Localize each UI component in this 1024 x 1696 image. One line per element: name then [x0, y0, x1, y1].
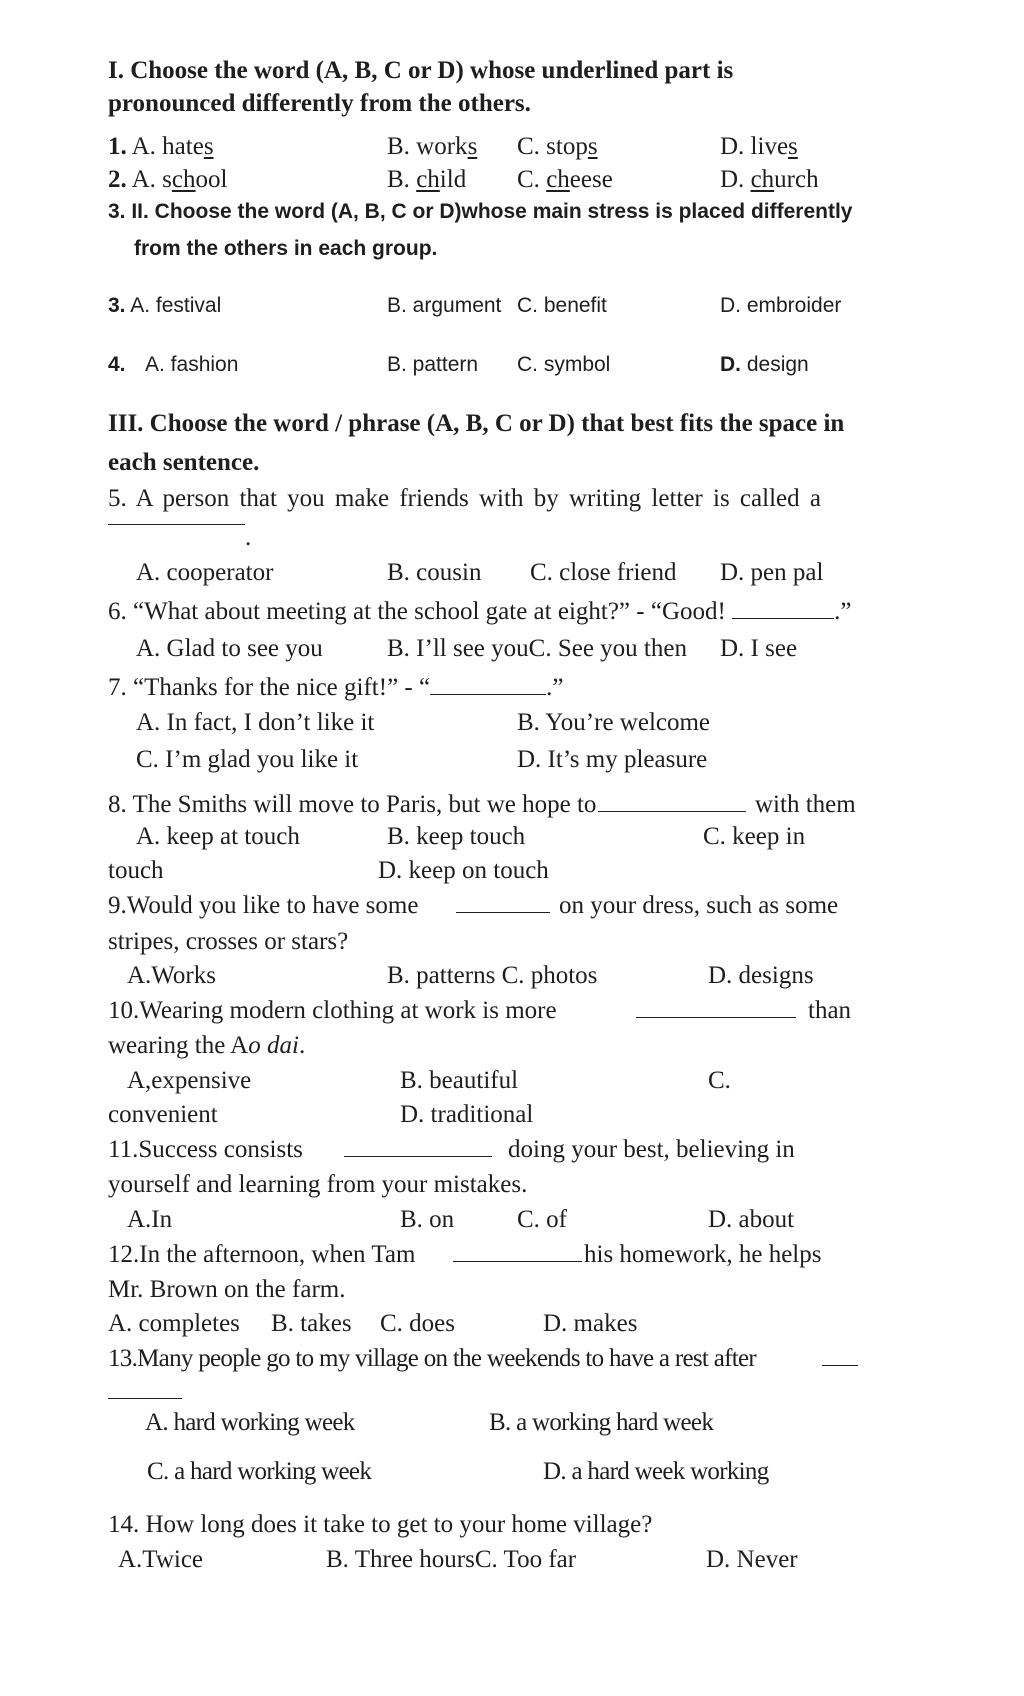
question-text: 11.Success consists	[108, 1136, 303, 1163]
option-b: B. pattern	[387, 353, 479, 376]
option-a: A. In fact, I don’t like it	[136, 709, 375, 736]
option-a: A. completes	[108, 1310, 240, 1337]
option-d: D. embroider	[720, 294, 842, 317]
option-b: B. beautiful	[400, 1067, 519, 1094]
option-d: D. design	[720, 353, 809, 376]
question-text: 8. The Smiths will move to Paris, but we hope to	[108, 791, 597, 818]
answer-blank	[598, 811, 746, 812]
question-number: 2.	[108, 166, 127, 193]
question-text: 10.Wearing modern clothing at work is more	[108, 997, 557, 1024]
section-3-heading-line2: each sentence.	[108, 449, 260, 476]
option-c: C. benefit	[517, 294, 607, 317]
option-a: A.Twice	[118, 1546, 204, 1573]
option-c: C. stops	[517, 133, 598, 160]
option-a: A. keep at touch	[136, 823, 300, 850]
option-b: B. child	[387, 166, 467, 193]
option-d: D. It’s my pleasure	[517, 746, 708, 773]
option-a: A.Works	[127, 962, 216, 989]
option-a: A. cooperator	[136, 559, 274, 586]
option-a: A,expensive	[127, 1067, 252, 1094]
option-a: A. festival	[130, 294, 222, 317]
option-c: C. of	[517, 1206, 567, 1233]
question-number: 4.	[108, 353, 126, 376]
option-b: B. You’re welcome	[517, 709, 711, 736]
section-2-heading-line1: 3. II. Choose the word (A, B, C or D)whose main stress is placed differently	[108, 200, 853, 223]
option-d: D. about	[708, 1206, 795, 1233]
option-b: B. on	[400, 1206, 455, 1233]
option-b-c: B. I’ll see youC. See you then	[387, 635, 687, 662]
option-d: D. church	[720, 166, 819, 193]
question-text: 14. How long does it take to get to your home village?	[108, 1511, 653, 1538]
section-2-heading-line2: from the others in each group.	[134, 237, 438, 260]
option-a: A. hates	[131, 133, 214, 160]
option-a: A. school	[131, 166, 228, 193]
question-number: 1.	[108, 133, 127, 160]
option-c: C. a hard working week	[147, 1458, 372, 1485]
section-1-heading-line2: pronounced differently from the others.	[108, 90, 531, 117]
option-d: D. makes	[543, 1310, 638, 1337]
answer-blank	[430, 674, 546, 695]
option-c: C. symbol	[517, 353, 611, 376]
question-text: 7. “Thanks for the nice gift!” - “ .”	[108, 674, 564, 701]
option-b: B. a working hard week	[489, 1409, 714, 1436]
option-b: B. keep touch	[387, 823, 526, 850]
option-c-continued: touch	[108, 857, 164, 884]
question-text: 12.In the afternoon, when Tam	[108, 1241, 416, 1268]
option-b: B. argument	[387, 294, 502, 317]
answer-blank	[456, 912, 550, 913]
option-d: D. pen pal	[720, 559, 824, 586]
question-text: 6. “What about meeting at the school gate at eight?” - “Good! .”	[108, 598, 852, 625]
option-a: A. Glad to see you	[136, 635, 323, 662]
option-c: C. close friend	[530, 559, 677, 586]
option-c-continued: convenient	[108, 1101, 218, 1128]
option-d: D. a hard week working	[543, 1458, 769, 1485]
answer-blank	[732, 598, 834, 619]
question-text-line2: wearing the Ao dai.	[108, 1032, 306, 1059]
option-d: D. lives	[720, 133, 798, 160]
answer-blank	[636, 1017, 796, 1018]
question-text-line2: Mr. Brown on the farm.	[108, 1276, 346, 1303]
option-b: B. works	[387, 133, 478, 160]
option-d: D. designs	[708, 962, 814, 989]
option-d: D. traditional	[400, 1101, 534, 1128]
answer-blank	[822, 1365, 858, 1366]
option-d: D. Never	[706, 1546, 798, 1573]
section-1-heading-line1: I. Choose the word (A, B, C or D) whose underlined part is	[108, 57, 734, 84]
option-d: D. I see	[720, 635, 798, 662]
answer-blank	[344, 1156, 492, 1157]
option-b-c: B. Three hoursC. Too far	[326, 1546, 577, 1573]
question-text: 13.Many people go to my village on the weekends to have a rest after	[108, 1345, 757, 1372]
option-c: C. I’m glad you like it	[136, 746, 359, 773]
option-a: A.In	[127, 1206, 173, 1233]
option-c: C. keep in	[703, 823, 806, 850]
answer-blank-continued	[108, 1398, 182, 1399]
option-a: A. hard working week	[145, 1409, 355, 1436]
option-c: C. cheese	[517, 166, 613, 193]
section-3-heading-line1: III. Choose the word / phrase (A, B, C or D) that best fits the space in	[108, 410, 845, 437]
option-a: A. fashion	[145, 353, 239, 376]
option-d: D. keep on touch	[378, 857, 549, 884]
answer-blank	[108, 524, 245, 525]
option-c: C.	[708, 1067, 731, 1094]
question-text-line2: stripes, crosses or stars?	[108, 928, 349, 955]
option-b: B. takes	[271, 1310, 352, 1337]
question-text-line2: yourself and learning from your mistakes.	[108, 1171, 528, 1198]
question-number: 3.	[108, 294, 126, 317]
question-text: 5. A person that you make friends with by writing letter is called a	[108, 485, 821, 512]
option-b: B. cousin	[387, 559, 482, 586]
answer-blank	[453, 1261, 582, 1262]
option-c: C. does	[380, 1310, 455, 1337]
question-text: 9.Would you like to have some	[108, 892, 419, 919]
option-b-c: B. patterns C. photos	[387, 962, 598, 989]
